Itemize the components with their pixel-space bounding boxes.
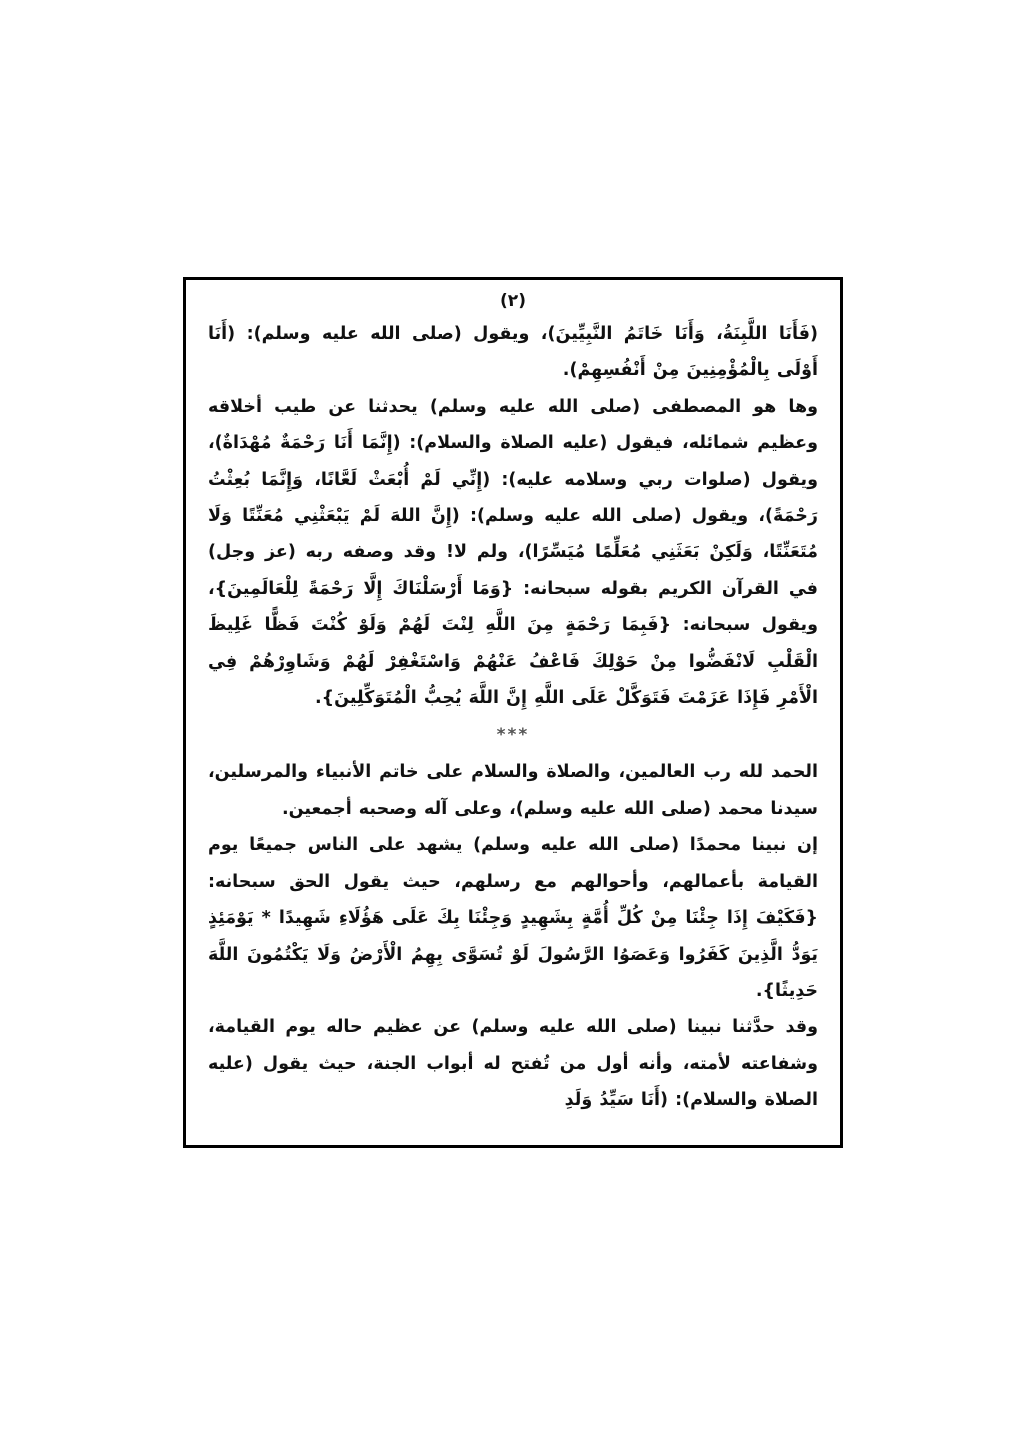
page-number: (٢) (500, 291, 526, 311)
paragraph-intercession: وقد حدَّثنا نبينا (صلى الله عليه وسلم) عن عظيم حاله يوم القيامة، وشفاعته لأمته، وأنه أول من تُفتح له أبواب الجنة، حيث يقول (عليه الصلاة والسلام): (أَنَا سَيِّدُ وَلَدِ (208, 1017, 818, 1111)
section-separator: *** (496, 725, 530, 746)
paragraph-continuation: (فَأَنَا اللَّبِنَةُ، وَأَنَا خَاتَمُ النَّبِيِّينَ)، ويقول (صلى الله عليه وسلم): (أَنَا أَوْلَى بِالْمُؤْمِنِينَ مِنْ أَنْفُسِهِمْ). (208, 324, 818, 381)
paragraph-witness: إن نبينا محمدًا (صلى الله عليه وسلم) يشهد على الناس جميعًا يوم القيامة بأعمالهم، وأحوالهم مع رسلهم، حيث يقول الحق سبحانه: {فَكَيْفَ إِذَا جِئْنَا مِنْ كُلِّ أُمَّةٍ بِشَهِيدٍ وَجِئْنَا بِكَ عَلَى هَؤُلَاءِ شَهِيدًا * يَوْمَئِذٍ يَوَدُّ الَّذِينَ كَفَرُوا وَعَصَوُا الرَّسُولَ لَوْ تُسَوَّى بِهِمُ الْأَرْضُ وَلَا يَكْتُمُونَ اللَّهَ حَدِيثًا}. (208, 835, 818, 1001)
paragraph-mustafa-character: وها هو المصطفى (صلى الله عليه وسلم) يحدثنا عن طيب أخلاقه وعظيم شمائله، فيقول (عليه الصلاة والسلام): (إِنَّمَا أَنَا رَحْمَةٌ مُهْدَاةٌ)، ويقول (صلوات ربي وسلامه عليه): (إِنِّي لَمْ أُبْعَثْ لَعَّانًا، وَإِنَّمَا بُعِثْتُ رَحْمَةً)، ويقول (صلى الله عليه وسلم): (إِنَّ اللهَ لَمْ يَبْعَثْنِي مُعَنِّتًا وَلَا مُتَعَنِّتًا، وَلَكِنْ بَعَثَنِي مُعَلِّمًا مُيَسِّرًا)، ولم لا! وقد وصفه ربه (عز وجل) في القرآن الكريم بقوله سبحانه: {وَمَا أَرْسَلْنَاكَ إِلَّا رَحْمَةً لِلْعَالَمِينَ}، ويقول سبحانه: {فَبِمَا رَحْمَةٍ مِنَ اللَّهِ لِنْتَ لَهُمْ وَلَوْ كُنْتَ فَظًّا غَلِيظَ الْقَلْبِ لَانْفَضُّوا مِنْ حَوْلِكَ فَاعْفُ عَنْهُمْ وَاسْتَغْفِرْ لَهُمْ وَشَاوِرْهُمْ فِي الْأَمْرِ فَإِذَا عَزَمْتَ فَتَوَكَّلْ عَلَى اللَّهِ إِنَّ اللَّهَ يُحِبُّ الْمُتَوَكِّلِينَ}. (208, 396, 818, 709)
paragraph-praise: الحمد لله رب العالمين، والصلاة والسلام على خاتم الأنبياء والمرسلين، سيدنا محمد (صلى الله عليه وسلم)، وعلى آله وصحبه أجمعين. (208, 762, 818, 819)
page-border (183, 277, 843, 1148)
